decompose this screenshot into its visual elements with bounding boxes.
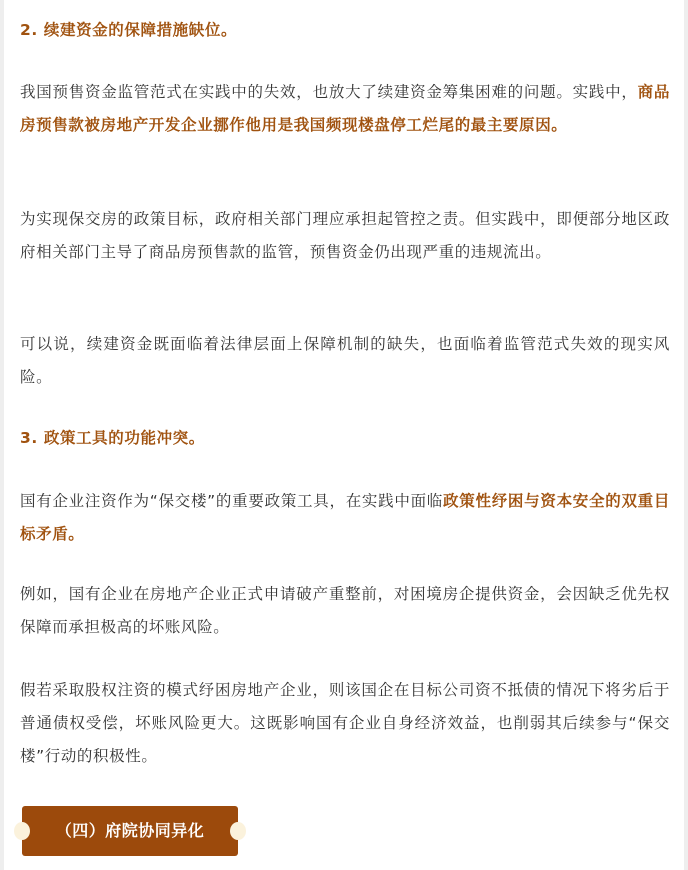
paragraph-4 <box>20 485 670 551</box>
paragraph-1 <box>20 76 670 142</box>
banner-right-dot-icon <box>230 822 246 840</box>
paragraph-5: 例如，国有企业在房地产企业正式申请破产重整前，对困境房企提供资金，会因缺乏优先权保障而承担极高的坏账风险。 <box>20 585 670 636</box>
paragraph-1-text: 我国预售资金监管范式在实践中的失效，也放大了续建资金筹集困难的问题。实践中， <box>20 83 638 101</box>
paragraph-4-emphasis: 政策性纾困与资本安全的双重目标矛盾。 <box>20 492 671 543</box>
section-banner-label: （四）府院协同异化 <box>55 821 205 840</box>
paragraph-1-emphasis: 商品房预售款被房地产开发企业挪作他用是我国频现楼盘停工烂尾的最主要原因。 <box>20 83 670 134</box>
paragraph-4-text: 国有企业注资作为“保交楼”的重要政策工具，在实践中面临 <box>20 492 444 510</box>
section-banner <box>22 806 238 856</box>
paragraph-6: 假若采取股权注资的模式纾困房地产企业，则该国企在目标公司资不抵债的情况下将劣后于普通债权受偿，坏账风险更大。这既影响国有企业自身经济效益，也削弱其后续参与“保交楼”行动的积极性。 <box>20 681 670 765</box>
paragraph-2: 为实现保交房的政策目标，政府相关部门理应承担起管控之责。但实践中，即便部分地区政府相关部门主导了商品房预售款的监管，预售资金仍出现严重的违规流出。 <box>20 210 670 261</box>
section-heading-3: 3. 政策工具的功能冲突。 <box>20 429 205 447</box>
paragraph-3: 可以说，续建资金既面临着法律层面上保障机制的缺失，也面临着监管范式失效的现实风险。 <box>20 335 670 386</box>
section-heading-2: 2. 续建资金的保障措施缺位。 <box>20 21 238 39</box>
